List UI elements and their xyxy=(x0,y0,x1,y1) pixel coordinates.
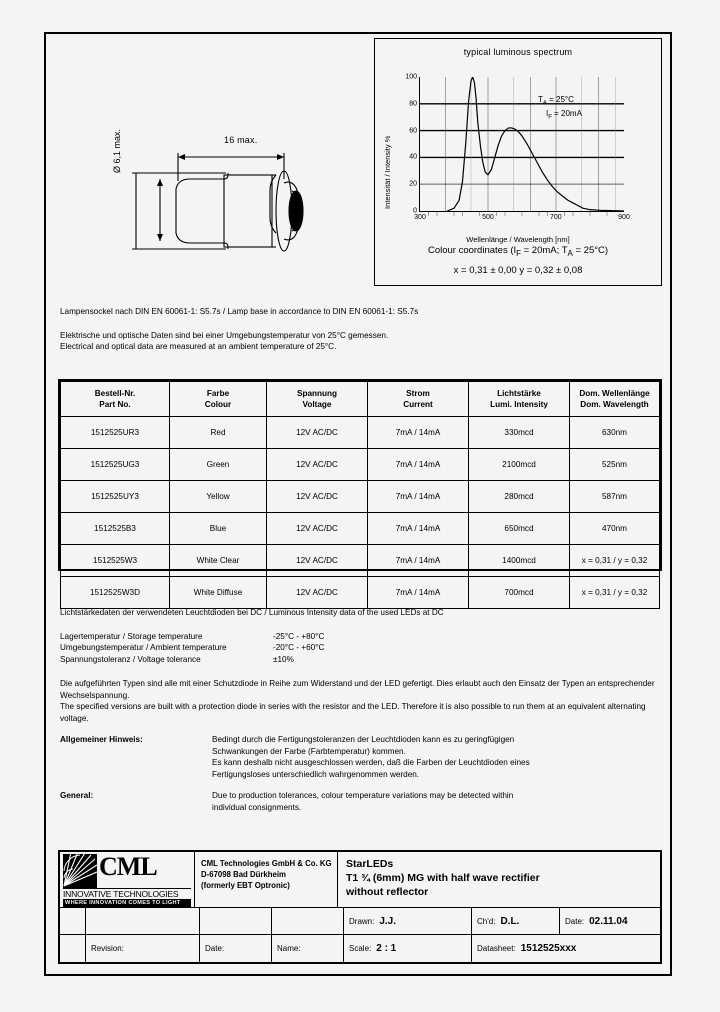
annot-current-subscript: F xyxy=(548,114,552,121)
chart-y-axis-label: Intensität / Intensity % xyxy=(383,135,392,209)
table-cell-voltage: 12V AC/DC xyxy=(267,481,368,513)
note-en-line-2: individual consignments. xyxy=(212,802,302,812)
drawn-cell xyxy=(344,908,472,934)
logo-tagline-2: WHERE INNOVATION COMES TO LIGHT xyxy=(63,899,191,907)
th-colour-en: Colour xyxy=(204,400,232,409)
table-row xyxy=(61,449,660,481)
table-cell-intensity: 650mcd xyxy=(469,513,570,545)
sunburst-logo-icon xyxy=(63,854,97,888)
top-notes xyxy=(60,306,660,353)
table-cell-current: 7mA / 14mA xyxy=(368,545,469,577)
dimension-diameter-label: Ø 6,1 max. xyxy=(112,128,122,173)
th-wavelength-de: Dom. Wellenlänge xyxy=(579,389,650,398)
table-cell-colour: Yellow xyxy=(170,481,267,513)
table-row xyxy=(61,481,660,513)
date-label: Date: xyxy=(565,916,585,926)
cc-prefix: Colour coordinates (I xyxy=(427,245,517,256)
voltage-tolerance-label: Spannungstoleranz / Voltage tolerance xyxy=(60,654,201,664)
table-cell-current: 7mA / 14mA xyxy=(368,449,469,481)
table-cell-intensity: 280mcd xyxy=(469,481,570,513)
table-cell-colour: Blue xyxy=(170,513,267,545)
general-notes-section xyxy=(60,734,660,822)
note-label-en: General: xyxy=(60,791,94,800)
lamp-drawing xyxy=(112,128,356,279)
chart-plot-area xyxy=(405,73,630,221)
table-cell-current: 7mA / 14mA xyxy=(368,481,469,513)
note-de-line-1: Bedingt durch die Fertigungstoleranzen der Leuchtdioden kann es zu geringfügigen xyxy=(212,735,515,744)
note-general xyxy=(60,790,660,813)
y-tick-0: 0 xyxy=(413,207,417,215)
th-current xyxy=(368,382,469,417)
note-de-line-2: Schwankungen der Farbe (Farbtemperatur) kommen. xyxy=(212,746,406,756)
x-tick-700: 700 xyxy=(550,214,562,221)
table-cell-part-no: 1512525W3 xyxy=(61,545,170,577)
lamp-base-note: Lampensockel nach DIN EN 60061-1: S5.7s / Lamp base in accordance to DIN EN 60061-1: S5.7s xyxy=(60,307,419,316)
lamp-outline-svg xyxy=(116,129,356,279)
checked-label: Ch'd: xyxy=(477,916,496,926)
th-current-en: Current xyxy=(403,400,433,409)
scale-label: Scale: xyxy=(349,944,372,953)
table-cell-voltage: 12V AC/DC xyxy=(267,577,368,609)
y-tick-80: 80 xyxy=(409,100,417,108)
table-cell-colour: Red xyxy=(170,417,267,449)
storage-temp-value: -25°C - +80°C xyxy=(273,631,325,641)
th-part-no-en: Part No. xyxy=(99,400,131,409)
table-row xyxy=(61,417,660,449)
rev-name-cell xyxy=(272,935,344,962)
chart-x-axis-label: Wellenlänge / Wavelength [nm] xyxy=(466,235,570,244)
table-cell-intensity: 1400mcd xyxy=(469,545,570,577)
conditions-intro: Lichtstärkedaten der verwendeten Leuchtdioden bei DC / Luminous Intensity data of the used LEDs at DC xyxy=(60,608,444,617)
company-former-name: (formerly EBT Optronic) xyxy=(201,881,290,890)
chart-svg xyxy=(420,77,624,211)
th-intensity-de: Lichtstärke xyxy=(497,389,541,398)
chart-annotation-current xyxy=(546,109,582,121)
date-cell xyxy=(560,908,660,934)
x-tick-900: 900 xyxy=(618,214,630,221)
th-voltage xyxy=(267,382,368,417)
chart-title: typical luminous spectrum xyxy=(463,47,573,57)
product-family: StarLEDs xyxy=(346,858,394,870)
table-row xyxy=(61,577,660,609)
drawn-label: Drawn: xyxy=(349,916,375,926)
voltage-tolerance-value: ±10% xyxy=(273,654,294,664)
chart-annotation-temperature xyxy=(538,95,574,107)
th-wavelength-en: Dom. Wavelength xyxy=(580,400,649,409)
title-block-row-3 xyxy=(60,935,660,962)
table-cell-intensity: 700mcd xyxy=(469,577,570,609)
y-tick-20: 20 xyxy=(409,180,417,188)
note-de-line-4: Fertigungsloses unterschiedlich wahrgenommen werden. xyxy=(212,769,420,779)
rev-desc-cell-empty xyxy=(86,908,200,934)
table-row xyxy=(61,513,660,545)
measurement-condition-de: Elektrische und optische Daten sind bei einer Umgebungstemperatur von 25°C gemessen. xyxy=(60,330,389,340)
ambient-temp-label: Umgebungstemperatur / Ambient temperature xyxy=(60,643,227,652)
storage-temp-label: Lagertemperatur / Storage temperature xyxy=(60,631,203,641)
table-cell-part-no: 1512525B3 xyxy=(61,513,170,545)
datasheet-label: Datasheet: xyxy=(477,944,516,953)
logo-tagline-1: INNOVATIVE TECHNOLOGIES xyxy=(63,888,191,899)
protection-diode-note-en: The specified versions are built with a protection diode in series with the resistor and the LED. Therefore it is also possible to run them at an equivalent alternating voltage. xyxy=(60,702,646,723)
scale-cell xyxy=(344,935,472,962)
cc-mid: = 20mA; T xyxy=(520,245,568,256)
condition-row-voltage-tol xyxy=(60,654,660,666)
datasheet-cell xyxy=(472,935,660,962)
x-tick-500: 500 xyxy=(482,214,494,221)
colour-coordinates-caption xyxy=(375,245,661,258)
product-type: T1 ¾ (6mm) MG with half wave rectifier xyxy=(346,872,540,884)
th-part-no xyxy=(61,382,170,417)
th-colour-de: Farbe xyxy=(206,389,230,398)
table-cell-wavelength: 470nm xyxy=(570,513,660,545)
company-address xyxy=(195,852,338,907)
table-cell-voltage: 12V AC/DC xyxy=(267,545,368,577)
table-cell-current: 7mA / 14mA xyxy=(368,417,469,449)
company-logo xyxy=(60,852,195,907)
table-cell-voltage: 12V AC/DC xyxy=(267,449,368,481)
product-variant: without reflector xyxy=(346,886,429,898)
drawn-value: J.J. xyxy=(379,915,397,927)
th-colour xyxy=(170,382,267,417)
annot-temp-symbol: T xyxy=(538,95,543,104)
condition-row-storage xyxy=(60,631,660,643)
th-part-no-de: Bestell-Nr. xyxy=(94,389,136,398)
y-tick-40: 40 xyxy=(409,153,417,161)
x-tick-300: 300 xyxy=(414,214,426,221)
spectrum-curve xyxy=(447,77,624,211)
rev-name-label: Name: xyxy=(277,944,301,953)
annot-temp-value: = 25°C xyxy=(549,95,574,104)
product-description xyxy=(338,852,660,907)
th-current-de: Strom xyxy=(406,389,430,398)
annot-temp-subscript: A xyxy=(542,100,547,107)
table-cell-part-no: 1512525W3D xyxy=(61,577,170,609)
checked-value: D.L. xyxy=(500,915,520,927)
cc-suffix: = 25°C) xyxy=(572,245,609,256)
table-cell-colour: White Diffuse xyxy=(170,577,267,609)
y-tick-100: 100 xyxy=(405,73,417,81)
annot-current-value: = 20mA xyxy=(554,109,582,118)
datasheet-value: 1512525xxx xyxy=(520,943,577,954)
table-cell-intensity: 2100mcd xyxy=(469,449,570,481)
cc-sub-if: F xyxy=(516,248,521,258)
table-cell-current: 7mA / 14mA xyxy=(368,577,469,609)
company-city: D-67098 Bad Dürkheim xyxy=(201,870,286,879)
table-cell-wavelength: 587nm xyxy=(570,481,660,513)
table-row xyxy=(61,545,660,577)
table-cell-current: 7mA / 14mA xyxy=(368,513,469,545)
rev-index-cell-empty xyxy=(60,908,86,934)
table-cell-part-no: 1512525UG3 xyxy=(61,449,170,481)
table-cell-colour: White Clear xyxy=(170,545,267,577)
conditions-section xyxy=(60,607,660,724)
rev-name-cell-empty xyxy=(272,908,344,934)
protection-diode-note-de: Die aufgeführten Typen sind alle mit einer Schutzdiode in Reihe zum Widerstand und der LED gefertigt. Dies erlaubt auch den Einsatz der Typen an entsprechender Wechselspannung. xyxy=(60,679,655,700)
title-block-row-2 xyxy=(60,908,660,935)
table-cell-colour: Green xyxy=(170,449,267,481)
table-cell-part-no: 1512525UR3 xyxy=(61,417,170,449)
note-allgemeiner-hinweis xyxy=(60,734,660,780)
table-cell-part-no: 1512525UY3 xyxy=(61,481,170,513)
colour-coordinates-values: x = 0,31 ± 0,00 y = 0,32 ± 0,08 xyxy=(453,265,583,276)
rev-index-cell xyxy=(60,935,86,962)
checked-cell xyxy=(472,908,560,934)
th-intensity xyxy=(469,382,570,417)
th-wavelength xyxy=(570,382,660,417)
top-section xyxy=(46,34,670,286)
rev-date-cell-empty xyxy=(200,908,272,934)
spectrum-chart-panel xyxy=(374,38,662,286)
date-value: 02.11.04 xyxy=(589,915,628,927)
datasheet-page xyxy=(44,32,672,976)
condition-row-ambient xyxy=(60,642,660,654)
note-body-en xyxy=(212,790,660,813)
ambient-temp-value: -20°C - +60°C xyxy=(273,643,325,652)
th-voltage-en: Voltage xyxy=(302,400,332,409)
rev-date-cell xyxy=(200,935,272,962)
title-block xyxy=(58,850,662,964)
table-cell-wavelength: 630nm xyxy=(570,417,660,449)
table-cell-wavelength: x = 0,31 / y = 0,32 xyxy=(570,577,660,609)
note-de-line-3: Es kann deshalb nicht ausgeschlossen werden, daß die Farben der Leuchtdioden eines xyxy=(212,758,530,767)
chart-minor-ticks xyxy=(420,211,624,217)
table-cell-wavelength: x = 0,31 / y = 0,32 xyxy=(570,545,660,577)
revision-cell xyxy=(86,935,200,962)
th-intensity-en: Lumi. Intensity xyxy=(490,400,548,409)
note-body-de xyxy=(212,734,660,780)
table-cell-voltage: 12V AC/DC xyxy=(267,417,368,449)
scale-value: 2 : 1 xyxy=(376,943,397,954)
table-cell-voltage: 12V AC/DC xyxy=(267,513,368,545)
note-label-de: Allgemeiner Hinweis: xyxy=(60,735,143,744)
logo-wordmark: CML xyxy=(99,852,157,881)
annot-current-symbol: I xyxy=(546,109,549,118)
y-tick-60: 60 xyxy=(409,127,417,135)
rev-date-label: Date: xyxy=(205,944,225,953)
specification-table xyxy=(60,381,660,609)
title-block-row-1 xyxy=(60,852,660,908)
revision-label: Revision: xyxy=(91,944,124,953)
measurement-condition-en: Electrical and optical data are measured at an ambient temperature of 25°C. xyxy=(60,342,337,351)
note-en-line-1: Due to production tolerances, colour temperature variations may be detected within xyxy=(212,791,514,800)
table-cell-wavelength: 525nm xyxy=(570,449,660,481)
dimension-length-label: 16 max. xyxy=(224,135,258,145)
cc-sub-ta: A xyxy=(567,248,573,258)
table-cell-intensity: 330mcd xyxy=(469,417,570,449)
th-voltage-de: Spannung xyxy=(296,389,338,398)
table-header-row xyxy=(61,382,660,417)
company-name: CML Technologies GmbH & Co. KG xyxy=(201,859,332,868)
